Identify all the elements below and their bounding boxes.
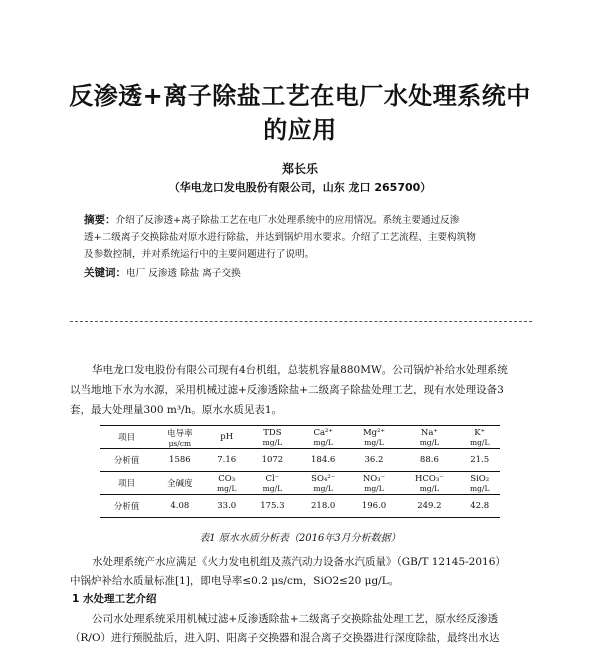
author-name: 郑长乐	[281, 162, 318, 176]
intro-line3: 套，最大处理量300 m³/h。原水水质见表1。	[70, 404, 283, 416]
table-caption: 表1 原水水质分析表（2016年3月分析数据）	[199, 533, 401, 544]
table-header-cell: HCO₃⁻ mg/L	[399, 472, 459, 495]
keywords-label: 关键词：	[84, 267, 126, 279]
table-cell: 1072	[247, 449, 298, 472]
table-cell: 218.0	[298, 495, 349, 518]
keywords	[84, 265, 241, 280]
table-header-cell: 项目	[100, 472, 153, 495]
paper-title-line2: 的应用	[263, 116, 337, 144]
table-header-cell: TDS mg/L	[247, 426, 298, 449]
table-cell: 分析值	[100, 449, 153, 472]
table-header-row-1	[100, 426, 500, 449]
table-cell: 88.6	[399, 449, 459, 472]
table-cell: 184.6	[298, 449, 349, 472]
table-header-cell: pH	[206, 426, 247, 449]
table-header-cell: NO₃⁻ mg/L	[349, 472, 400, 495]
abstract-label: 摘要：	[84, 214, 116, 226]
intro-line1: 华电龙口发电股份有限公司现有4台机组，总装机容量880MW。公司锅炉补给水处理系统	[92, 364, 508, 376]
table-header-cell: K⁺ mg/L	[459, 426, 500, 449]
table-header-cell: CO₃ mg/L	[206, 472, 247, 495]
intro-line2: 以当地地下水为水源，采用机械过滤+反渗透除盐+二级离子除盐处理工艺，现有水处理设备3	[70, 384, 504, 396]
standard-line2: 中锅炉补给水质量标准[1]，即电导率≤0.2 μs/cm，SiO2≤20 μg/L。	[70, 575, 400, 587]
table-cell: 196.0	[349, 495, 400, 518]
table-header-cell: 项目	[100, 426, 153, 449]
table-header-cell: Ca²⁺ mg/L	[298, 426, 349, 449]
abstract-text-1: 介绍了反渗透+离子除盐工艺在电厂水处理系统中的应用情况。系统主要通过反渗	[115, 215, 460, 226]
table-header-cell: Na⁺ mg/L	[399, 426, 459, 449]
table-row	[100, 495, 500, 518]
table-header-row-2	[100, 472, 500, 495]
table-row	[100, 449, 500, 472]
section1-line2: （R/O）进行预脱盐后，进入阴、阳离子交换器和混合离子交换器进行深度除盐，最终出水达	[70, 632, 500, 644]
table-header-cell: SiO₂ mg/L	[459, 472, 500, 495]
table-cell: 7.16	[206, 449, 247, 472]
table-header-cell: 全碱度	[153, 472, 206, 495]
table-header-cell: SO₄²⁻ mg/L	[298, 472, 349, 495]
section1-line1: 公司水处理系统采用机械过滤+反渗透除盐+二级离子交换除盐处理工艺，原水经反渗透	[92, 613, 499, 625]
section-divider	[70, 321, 532, 322]
table-cell: 4.08	[153, 495, 206, 518]
table-cell: 36.2	[349, 449, 400, 472]
abstract-line1	[84, 212, 544, 229]
table-header-cell: 电导率 μs/cm	[153, 426, 206, 449]
table-cell: 249.2	[399, 495, 459, 518]
table-cell: 42.8	[459, 495, 500, 518]
table-cell: 175.3	[247, 495, 298, 518]
table-header-cell: Cl⁻ mg/L	[247, 472, 298, 495]
abstract-line3: 及参数控制，并对系统运行中的主要问题进行了说明。	[84, 249, 315, 260]
abstract-line2: 透+二级离子交换除盐对原水进行除盐，并达到锅炉用水要求。介绍了工艺流程、主要构筑物	[84, 232, 476, 243]
table-header-cell: Mg²⁺ mg/L	[349, 426, 400, 449]
author-affiliation: （华电龙口发电股份有限公司，山东 龙口 265700）	[168, 181, 432, 194]
table-cell: 1586	[153, 449, 206, 472]
standard-line1: 水处理系统产水应满足《火力发电机组及蒸汽动力设备水汽质量》（GB/T 12145-2016）	[92, 556, 506, 568]
keywords-text: 电厂 反渗透 除盐 离子交换	[126, 268, 241, 279]
water-quality-table	[100, 425, 500, 518]
table-cell: 33.0	[206, 495, 247, 518]
table-cell: 21.5	[459, 449, 500, 472]
paper-title-line1: 反渗透+离子除盐工艺在电厂水处理系统中	[69, 82, 531, 110]
table-cell: 分析值	[100, 495, 153, 518]
section-heading: 1 水处理工艺介绍	[72, 593, 157, 605]
